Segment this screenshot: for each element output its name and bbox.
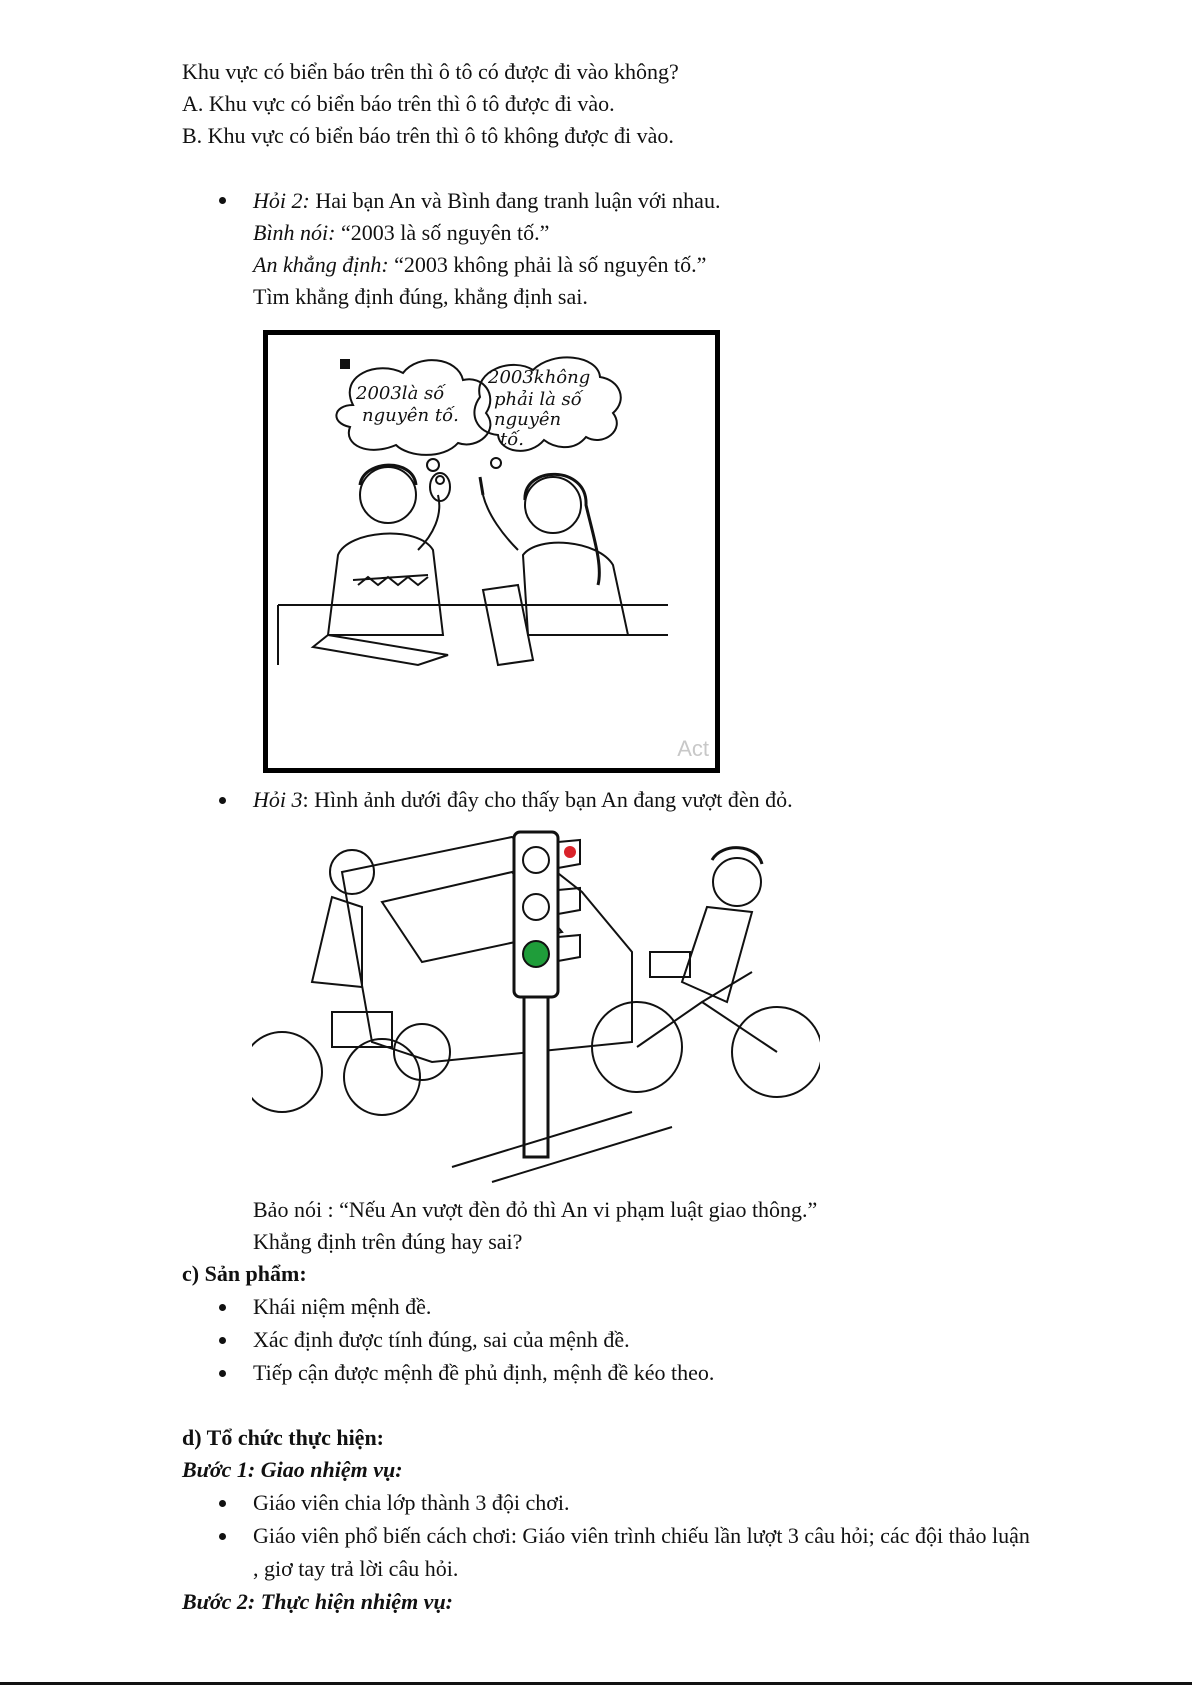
watermark-text: Act <box>677 736 709 761</box>
q2-label: Hỏi 2: <box>253 188 310 213</box>
bullet-icon <box>219 1500 226 1507</box>
bubble-right-line-3: nguyên <box>494 409 562 430</box>
traffic-illustration <box>252 812 820 1187</box>
bubble-right-line-4: tố. <box>500 429 524 450</box>
bullet-icon <box>219 1370 226 1377</box>
question-1: Khu vực có biển báo trên thì ô tô có được đi vào không? <box>182 59 679 84</box>
question-3 <box>253 786 793 814</box>
organize-heading: d) Tổ chức thực hiện: <box>182 1425 385 1450</box>
q3-label: Hỏi 3 <box>253 787 303 812</box>
binh-label: Bình nói: <box>253 220 336 245</box>
binh-statement <box>253 219 549 247</box>
option-a: A. Khu vực có biển báo trên thì ô tô được đi vào. <box>182 91 615 116</box>
bullet-icon <box>219 797 226 804</box>
q2-task: Tìm khẳng định đúng, khẳng định sai. <box>253 284 588 309</box>
green-light-icon <box>523 941 549 967</box>
q3-text: : Hình ảnh dưới đây cho thấy bạn An đang vượt đèn đỏ. <box>302 787 793 812</box>
an-statement <box>253 251 706 279</box>
organize-item-continued: , giơ tay trả lời câu hỏi. <box>253 1556 459 1581</box>
bubble-left-line-1: 2003là số <box>356 383 445 404</box>
organize-item: Giáo viên phổ biến cách chơi: Giáo viên trình chiếu lần lượt 3 câu hỏi; các đội thảo luận <box>253 1523 1030 1548</box>
binh-quote: “2003 là số nguyên tố.” <box>335 220 550 245</box>
q2-text: Hai bạn An và Bình đang tranh luận với nhau. <box>309 188 721 213</box>
option-b: B. Khu vực có biển báo trên thì ô tô không được đi vào. <box>182 123 674 148</box>
product-heading: c) Sản phẩm: <box>182 1261 307 1286</box>
q3-ask: Khẳng định trên đúng hay sai? <box>253 1229 523 1254</box>
an-quote: “2003 không phải là số nguyên tố.” <box>388 252 707 277</box>
product-item: Tiếp cận được mệnh đề phủ định, mệnh đề kéo theo. <box>253 1360 715 1385</box>
an-label: An khẳng định: <box>253 252 389 277</box>
bullet-icon <box>219 1337 226 1344</box>
product-item: Khái niệm mệnh đề. <box>253 1294 432 1319</box>
bubble-left-line-2: nguyên tố. <box>362 405 459 426</box>
red-light-icon <box>564 846 576 858</box>
bullet-icon <box>219 197 226 204</box>
step-1-heading: Bước 1: Giao nhiệm vụ: <box>182 1457 403 1482</box>
organize-item: Giáo viên chia lớp thành 3 đội chơi. <box>253 1490 570 1515</box>
bullet-icon <box>219 1304 226 1311</box>
bubble-right-line-1: 2003không <box>488 367 591 388</box>
bubble-right-line-2: phải là số <box>494 389 582 410</box>
step-2-heading: Bước 2: Thực hiện nhiệm vụ: <box>182 1589 454 1614</box>
bullet-icon <box>219 1533 226 1540</box>
debate-drawing <box>268 335 715 768</box>
debate-illustration <box>263 330 720 773</box>
product-item: Xác định được tính đúng, sai của mệnh đề. <box>253 1327 630 1352</box>
bao-statement: Bảo nói : “Nếu An vượt đèn đỏ thì An vi phạm luật giao thông.” <box>253 1197 818 1222</box>
question-2 <box>253 187 720 215</box>
